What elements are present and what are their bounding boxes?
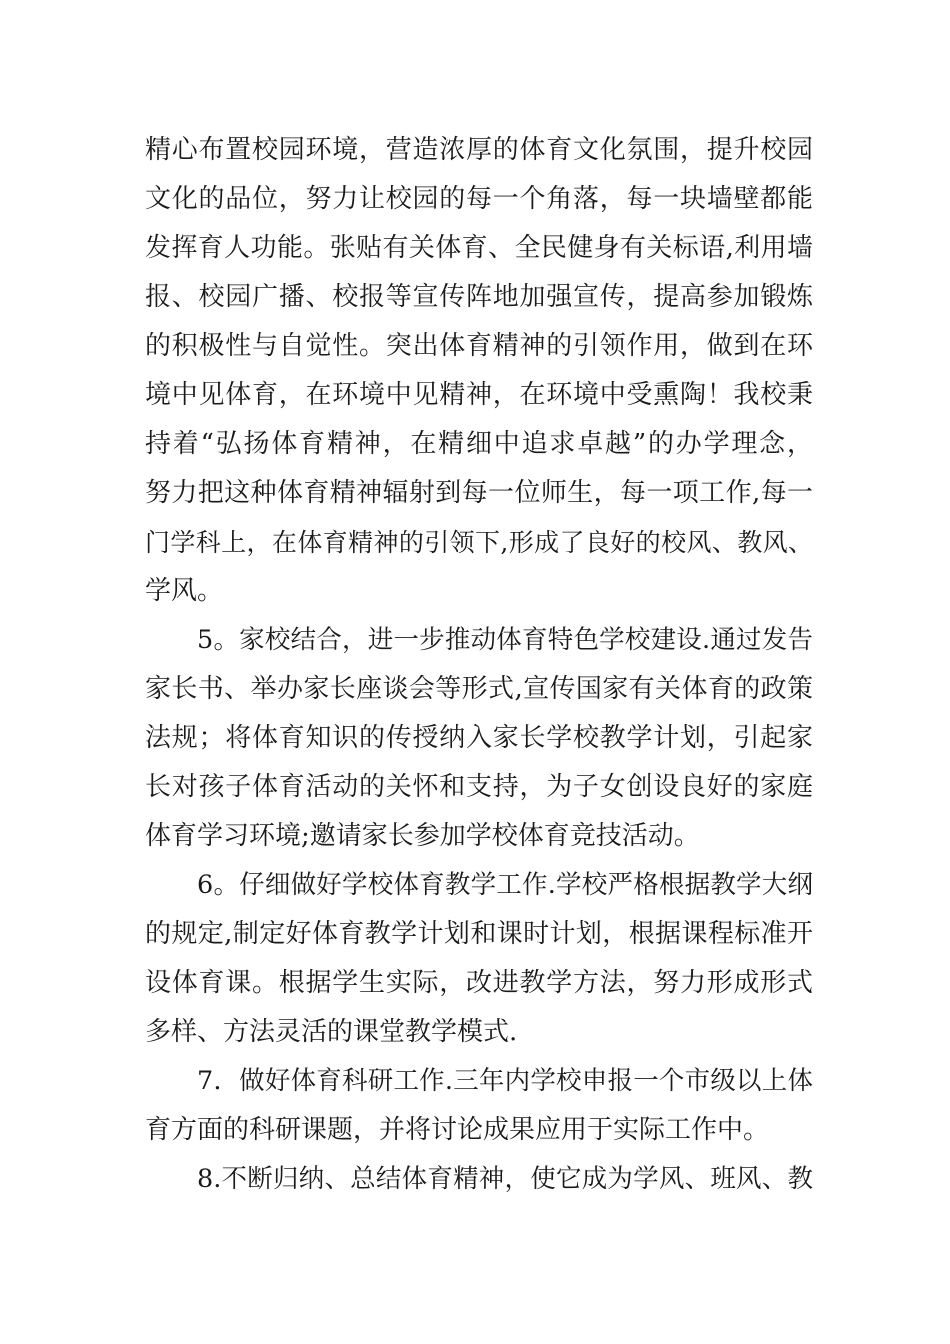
text-line: 持着“弘扬体育精神，在精细中追求卓越”的办学理念， <box>145 429 813 459</box>
text-line: 家长书、举办家长座谈会等形式,宣传国家有关体育的政策 <box>145 674 813 704</box>
text-line: 7．做好体育科研工作.三年内学校申报一个市级以上体 <box>197 1066 813 1096</box>
text-line: 设体育课。根据学生实际，改进教学方法，努力形成形式 <box>145 968 813 998</box>
paragraph-item-6 <box>145 861 813 1057</box>
document-body <box>145 126 813 1204</box>
text-line: 学风。 <box>145 576 224 606</box>
text-line: 文化的品位，努力让校园的每一个角落，每一块墙壁都能 <box>145 184 813 214</box>
text-line: 境中见体育，在环境中见精神，在环境中受熏陶！我校秉 <box>145 380 813 410</box>
paragraph-item-5 <box>145 616 813 861</box>
text-line: 体育学习环境;邀请家长参加学校体育竞技活动。 <box>145 821 700 851</box>
text-line: 6。仔细做好学校体育教学工作.学校严格根据教学大纲 <box>197 870 813 900</box>
paragraph-item-8 <box>145 1155 813 1204</box>
text-line: 8.不断归纳、总结体育精神，使它成为学风、班风、教 <box>197 1164 813 1194</box>
text-line: 努力把这种体育精神辐射到每一位师生，每一项工作,每一 <box>145 478 813 508</box>
paragraph-item-7 <box>145 1057 813 1155</box>
text-line: 发挥育人功能。张贴有关体育、全民健身有关标语,利用墙 <box>145 233 813 263</box>
text-line: 精心布置校园环境，营造浓厚的体育文化氛围，提升校园 <box>145 135 813 165</box>
text-line: 法规；将体育知识的传授纳入家长学校教学计划，引起家 <box>145 723 813 753</box>
text-line: 的规定,制定好体育教学计划和课时计划，根据课程标准开 <box>145 919 813 949</box>
text-line: 长对孩子体育活动的关怀和支持，为子女创设良好的家庭 <box>145 772 813 802</box>
text-line: 育方面的科研课题，并将讨论成果应用于实际工作中。 <box>145 1115 770 1145</box>
text-line: 5。家校结合，进一步推动体育特色学校建设.通过发告 <box>197 625 813 655</box>
paragraph-environment <box>145 126 813 616</box>
text-line: 的积极性与自觉性。突出体育精神的引领作用，做到在环 <box>145 331 813 361</box>
text-line: 门学科上，在体育精神的引领下,形成了良好的校风、教风、 <box>145 528 813 557</box>
text-line: 报、校园广播、校报等宣传阵地加强宣传，提高参加锻炼 <box>145 282 813 312</box>
text-line: 多样、方法灵活的课堂教学模式. <box>145 1017 518 1047</box>
